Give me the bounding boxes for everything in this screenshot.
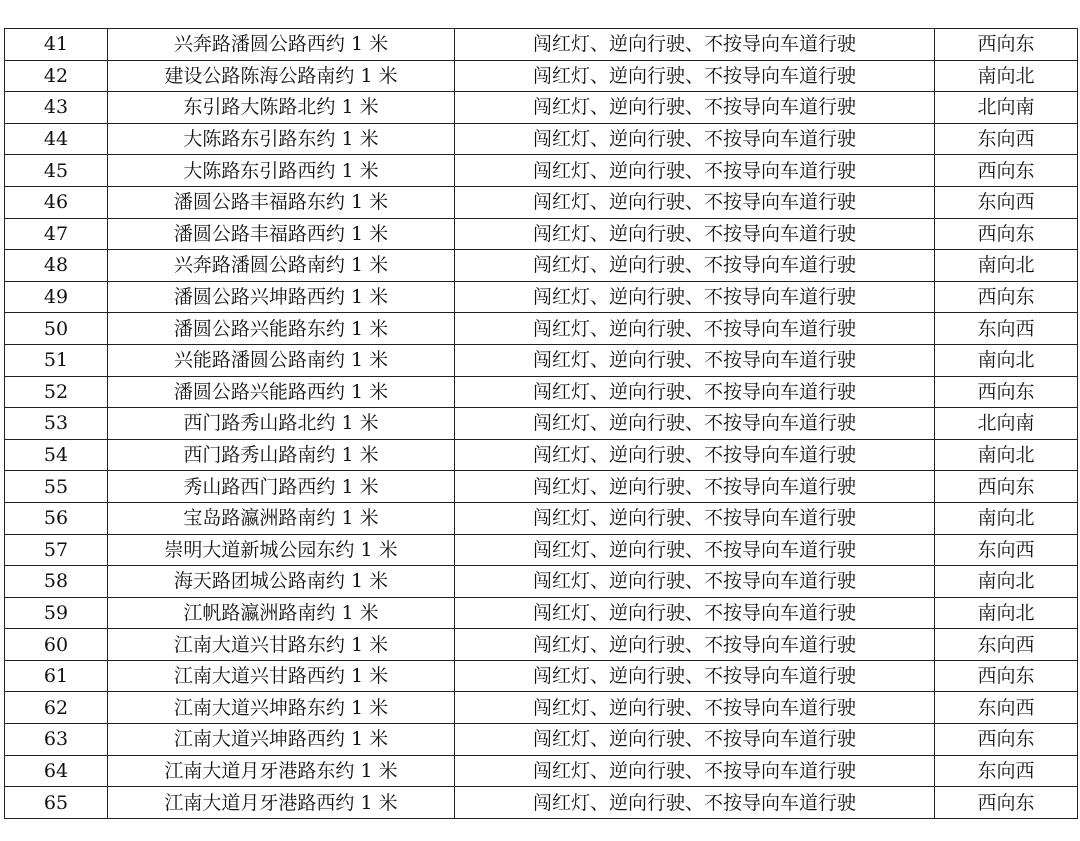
violation-locations-table xyxy=(4,28,1078,819)
violation-type-cell: 闯红灯、逆向行驶、不按导向车道行驶 xyxy=(455,534,935,566)
violation-type-cell: 闯红灯、逆向行驶、不按导向车道行驶 xyxy=(455,660,935,692)
violation-type-cell: 闯红灯、逆向行驶、不按导向车道行驶 xyxy=(455,502,935,534)
location-cell: 潘圆公路兴坤路西约 1 米 xyxy=(108,281,455,313)
table-row xyxy=(5,60,1078,92)
direction-cell: 西向东 xyxy=(935,660,1078,692)
location-cell: 兴奔路潘圆公路南约 1 米 xyxy=(108,250,455,282)
violation-type-cell: 闯红灯、逆向行驶、不按导向车道行驶 xyxy=(455,281,935,313)
location-cell: 江南大道兴坤路东约 1 米 xyxy=(108,692,455,724)
location-cell: 兴能路潘圆公路南约 1 米 xyxy=(108,344,455,376)
row-number: 54 xyxy=(5,439,108,471)
row-number: 58 xyxy=(5,566,108,598)
table-row xyxy=(5,155,1078,187)
table-row xyxy=(5,566,1078,598)
row-number: 63 xyxy=(5,724,108,756)
violation-type-cell: 闯红灯、逆向行驶、不按导向车道行驶 xyxy=(455,408,935,440)
table-row xyxy=(5,92,1078,124)
direction-cell: 西向东 xyxy=(935,376,1078,408)
violation-type-cell: 闯红灯、逆向行驶、不按导向车道行驶 xyxy=(455,724,935,756)
table-row xyxy=(5,692,1078,724)
violation-type-cell: 闯红灯、逆向行驶、不按导向车道行驶 xyxy=(455,566,935,598)
location-cell: 江南大道兴坤路西约 1 米 xyxy=(108,724,455,756)
table-row xyxy=(5,724,1078,756)
location-cell: 海天路团城公路南约 1 米 xyxy=(108,566,455,598)
row-number: 41 xyxy=(5,29,108,61)
table-row xyxy=(5,439,1078,471)
direction-cell: 西向东 xyxy=(935,471,1078,503)
direction-cell: 东向西 xyxy=(935,629,1078,661)
row-number: 51 xyxy=(5,344,108,376)
location-cell: 江帆路瀛洲路南约 1 米 xyxy=(108,597,455,629)
row-number: 42 xyxy=(5,60,108,92)
location-cell: 建设公路陈海公路南约 1 米 xyxy=(108,60,455,92)
violation-type-cell: 闯红灯、逆向行驶、不按导向车道行驶 xyxy=(455,755,935,787)
direction-cell: 东向西 xyxy=(935,313,1078,345)
row-number: 57 xyxy=(5,534,108,566)
violation-type-cell: 闯红灯、逆向行驶、不按导向车道行驶 xyxy=(455,597,935,629)
table-row xyxy=(5,755,1078,787)
direction-cell: 西向东 xyxy=(935,787,1078,819)
row-number: 55 xyxy=(5,471,108,503)
location-cell: 江南大道兴甘路东约 1 米 xyxy=(108,629,455,661)
location-cell: 大陈路东引路东约 1 米 xyxy=(108,123,455,155)
direction-cell: 南向北 xyxy=(935,344,1078,376)
direction-cell: 东向西 xyxy=(935,534,1078,566)
direction-cell: 东向西 xyxy=(935,755,1078,787)
table-row xyxy=(5,376,1078,408)
table-row xyxy=(5,29,1078,61)
row-number: 45 xyxy=(5,155,108,187)
direction-cell: 西向东 xyxy=(935,29,1078,61)
table-row xyxy=(5,344,1078,376)
table-row xyxy=(5,471,1078,503)
location-cell: 潘圆公路兴能路东约 1 米 xyxy=(108,313,455,345)
table-row xyxy=(5,787,1078,819)
violation-type-cell: 闯红灯、逆向行驶、不按导向车道行驶 xyxy=(455,439,935,471)
location-cell: 西门路秀山路南约 1 米 xyxy=(108,439,455,471)
location-cell: 江南大道月牙港路东约 1 米 xyxy=(108,755,455,787)
direction-cell: 南向北 xyxy=(935,502,1078,534)
location-cell: 江南大道兴甘路西约 1 米 xyxy=(108,660,455,692)
violation-type-cell: 闯红灯、逆向行驶、不按导向车道行驶 xyxy=(455,186,935,218)
row-number: 60 xyxy=(5,629,108,661)
table-row xyxy=(5,281,1078,313)
table-body xyxy=(5,29,1078,819)
row-number: 49 xyxy=(5,281,108,313)
location-cell: 潘圆公路丰福路西约 1 米 xyxy=(108,218,455,250)
violation-type-cell: 闯红灯、逆向行驶、不按导向车道行驶 xyxy=(455,29,935,61)
violation-type-cell: 闯红灯、逆向行驶、不按导向车道行驶 xyxy=(455,218,935,250)
location-cell: 崇明大道新城公园东约 1 米 xyxy=(108,534,455,566)
table-row xyxy=(5,408,1078,440)
table-row xyxy=(5,660,1078,692)
direction-cell: 南向北 xyxy=(935,597,1078,629)
direction-cell: 西向东 xyxy=(935,155,1078,187)
table-row xyxy=(5,534,1078,566)
row-number: 44 xyxy=(5,123,108,155)
violation-type-cell: 闯红灯、逆向行驶、不按导向车道行驶 xyxy=(455,313,935,345)
direction-cell: 南向北 xyxy=(935,250,1078,282)
violation-type-cell: 闯红灯、逆向行驶、不按导向车道行驶 xyxy=(455,60,935,92)
row-number: 50 xyxy=(5,313,108,345)
location-cell: 潘圆公路兴能路西约 1 米 xyxy=(108,376,455,408)
row-number: 59 xyxy=(5,597,108,629)
row-number: 62 xyxy=(5,692,108,724)
table-row xyxy=(5,123,1078,155)
table-row xyxy=(5,186,1078,218)
direction-cell: 东向西 xyxy=(935,123,1078,155)
location-cell: 兴奔路潘圆公路西约 1 米 xyxy=(108,29,455,61)
violation-type-cell: 闯红灯、逆向行驶、不按导向车道行驶 xyxy=(455,692,935,724)
violation-type-cell: 闯红灯、逆向行驶、不按导向车道行驶 xyxy=(455,629,935,661)
violation-type-cell: 闯红灯、逆向行驶、不按导向车道行驶 xyxy=(455,92,935,124)
direction-cell: 北向南 xyxy=(935,92,1078,124)
violation-type-cell: 闯红灯、逆向行驶、不按导向车道行驶 xyxy=(455,250,935,282)
table-row xyxy=(5,597,1078,629)
violation-type-cell: 闯红灯、逆向行驶、不按导向车道行驶 xyxy=(455,471,935,503)
location-cell: 宝岛路瀛洲路南约 1 米 xyxy=(108,502,455,534)
location-cell: 大陈路东引路西约 1 米 xyxy=(108,155,455,187)
table-row xyxy=(5,502,1078,534)
direction-cell: 西向东 xyxy=(935,724,1078,756)
violation-type-cell: 闯红灯、逆向行驶、不按导向车道行驶 xyxy=(455,344,935,376)
direction-cell: 东向西 xyxy=(935,186,1078,218)
violation-type-cell: 闯红灯、逆向行驶、不按导向车道行驶 xyxy=(455,376,935,408)
row-number: 53 xyxy=(5,408,108,440)
table-row xyxy=(5,218,1078,250)
row-number: 48 xyxy=(5,250,108,282)
row-number: 52 xyxy=(5,376,108,408)
location-cell: 西门路秀山路北约 1 米 xyxy=(108,408,455,440)
table-row xyxy=(5,250,1078,282)
violation-type-cell: 闯红灯、逆向行驶、不按导向车道行驶 xyxy=(455,123,935,155)
table-row xyxy=(5,629,1078,661)
row-number: 43 xyxy=(5,92,108,124)
violation-type-cell: 闯红灯、逆向行驶、不按导向车道行驶 xyxy=(455,155,935,187)
direction-cell: 南向北 xyxy=(935,566,1078,598)
location-cell: 东引路大陈路北约 1 米 xyxy=(108,92,455,124)
row-number: 65 xyxy=(5,787,108,819)
row-number: 61 xyxy=(5,660,108,692)
violation-type-cell: 闯红灯、逆向行驶、不按导向车道行驶 xyxy=(455,787,935,819)
direction-cell: 南向北 xyxy=(935,439,1078,471)
table-row xyxy=(5,313,1078,345)
direction-cell: 东向西 xyxy=(935,692,1078,724)
location-cell: 潘圆公路丰福路东约 1 米 xyxy=(108,186,455,218)
row-number: 47 xyxy=(5,218,108,250)
location-cell: 江南大道月牙港路西约 1 米 xyxy=(108,787,455,819)
direction-cell: 西向东 xyxy=(935,218,1078,250)
direction-cell: 北向南 xyxy=(935,408,1078,440)
direction-cell: 南向北 xyxy=(935,60,1078,92)
row-number: 56 xyxy=(5,502,108,534)
location-cell: 秀山路西门路西约 1 米 xyxy=(108,471,455,503)
row-number: 46 xyxy=(5,186,108,218)
direction-cell: 西向东 xyxy=(935,281,1078,313)
row-number: 64 xyxy=(5,755,108,787)
